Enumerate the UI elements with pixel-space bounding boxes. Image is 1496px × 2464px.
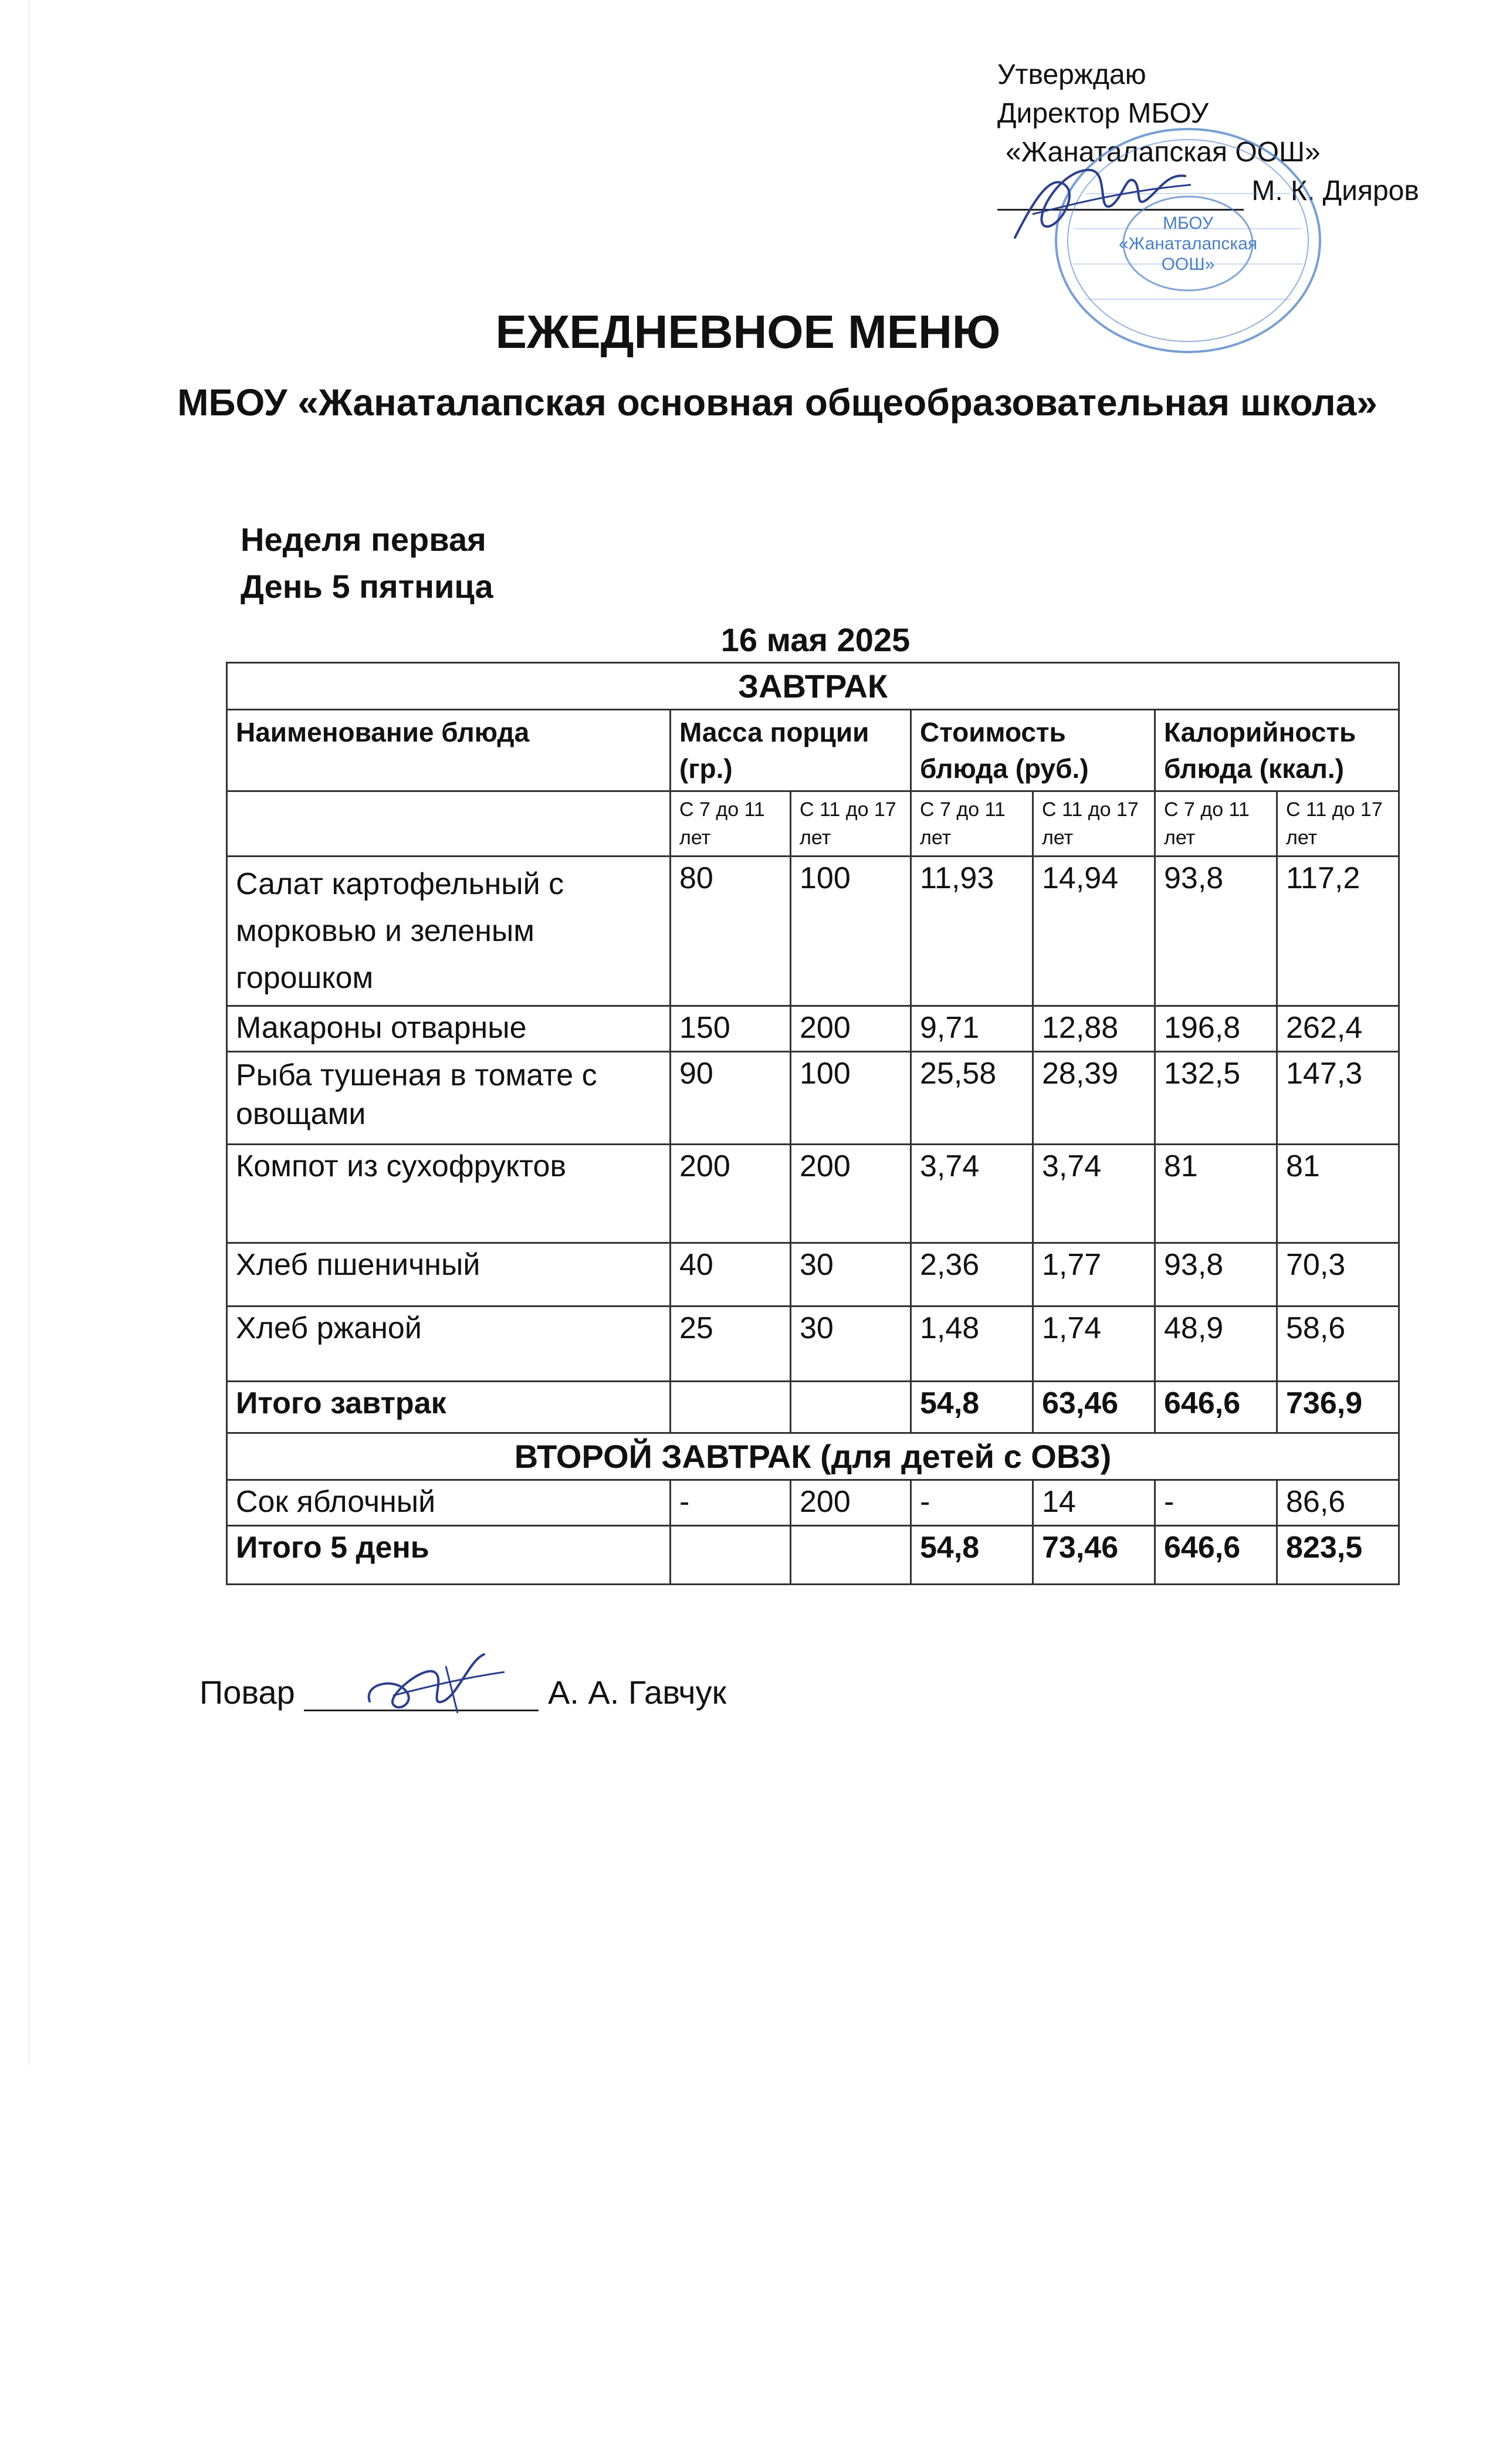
stamp-text-2: «Жанаталапская (1118, 234, 1258, 253)
cost-7-11: 11,93 (911, 857, 1033, 1006)
total-breakfast-row (227, 1382, 1399, 1433)
section-title-breakfast: ЗАВТРАК (227, 663, 1399, 710)
director-signature (1009, 150, 1197, 249)
header-name: Наименование блюда (227, 710, 671, 791)
table-row (227, 1307, 1399, 1382)
dish-name: Хлеб пшеничный (227, 1243, 671, 1307)
table-row (227, 1052, 1399, 1145)
day-cal-7-11: 646,6 (1155, 1526, 1277, 1585)
dish-name: Салат картофельный с морковью и зеленым горошком (227, 857, 671, 1006)
total-day-row (227, 1526, 1399, 1585)
table-row (227, 1145, 1399, 1243)
age-7-11-cal: С 7 до 11 лет (1155, 791, 1277, 857)
section-row-breakfast (227, 663, 1399, 710)
cost-11-17: 14,94 (1033, 857, 1155, 1006)
mass-11-17: 200 (791, 1006, 911, 1052)
section-row-second-breakfast (227, 1433, 1399, 1480)
cook-signature (358, 1643, 510, 1725)
cost-11-17: 1,77 (1033, 1243, 1155, 1307)
approval-heading: Утверждаю (997, 59, 1146, 90)
mass-7-11: 150 (671, 1006, 791, 1052)
total-cal-7-11: 646,6 (1155, 1382, 1277, 1433)
cost-11-17: 28,39 (1033, 1052, 1155, 1145)
age-11-17-cost: С 11 до 17 лет (1033, 791, 1155, 857)
cost-7-11: 2,36 (911, 1243, 1033, 1307)
table-row (227, 1006, 1399, 1052)
day-mass-7-11 (671, 1526, 791, 1585)
mass-11-17: 100 (791, 1052, 911, 1145)
cal-7-11: 81 (1155, 1145, 1277, 1243)
total-cal-11-17: 736,9 (1277, 1382, 1399, 1433)
week-info (241, 516, 493, 610)
table-row (227, 857, 1399, 1006)
cal-7-11: 132,5 (1155, 1052, 1277, 1145)
cost-7-11: 1,48 (911, 1307, 1033, 1382)
total-day-label: Итого 5 день (227, 1526, 671, 1585)
page-subtitle: МБОУ «Жанаталапская основная общеобразовательная школа» (177, 381, 1377, 424)
mass-11-17: 30 (791, 1243, 911, 1307)
day-cal-11-17: 823,5 (1277, 1526, 1399, 1585)
cost-7-11: 25,58 (911, 1052, 1033, 1145)
day-label: День 5 пятница (241, 568, 493, 605)
age-11-17-cal: С 11 до 17 лет (1277, 791, 1399, 857)
cost-7-11: 3,74 (911, 1145, 1033, 1243)
approval-signer: М. К. Дияров (1251, 175, 1419, 207)
cost-7-11: 9,71 (911, 1006, 1033, 1052)
dish-name: Хлеб ржаной (227, 1307, 671, 1382)
dish-name: Сок яблочный (227, 1480, 671, 1526)
stamp-text-1: МБОУ (1162, 214, 1214, 233)
cal-11-17: 262,4 (1277, 1006, 1399, 1052)
approval-position: Директор МБОУ (997, 98, 1209, 129)
cal-11-17: 117,2 (1277, 857, 1399, 1006)
cal-7-11: 48,9 (1155, 1307, 1277, 1382)
cal-11-17: 70,3 (1277, 1243, 1399, 1307)
cal-11-17: 81 (1277, 1145, 1399, 1243)
cal-7-11: - (1155, 1480, 1277, 1526)
total-cost-11-17: 63,46 (1033, 1382, 1155, 1433)
day-cost-11-17: 73,46 (1033, 1526, 1155, 1585)
mass-7-11: - (671, 1480, 791, 1526)
mass-7-11: 80 (671, 857, 791, 1006)
dish-name: Рыба тушеная в томате с овощами (227, 1052, 671, 1145)
day-mass-11-17 (791, 1526, 911, 1585)
total-breakfast-label: Итого завтрак (227, 1382, 671, 1433)
mass-11-17: 100 (791, 857, 911, 1006)
mass-7-11: 200 (671, 1145, 791, 1243)
week-label: Неделя первая (241, 521, 486, 558)
total-cost-7-11: 54,8 (911, 1382, 1033, 1433)
stamp-text-3: ООШ» (1161, 255, 1215, 274)
mass-11-17: 200 (791, 1480, 911, 1526)
cost-11-17: 3,74 (1033, 1145, 1155, 1243)
menu-table (226, 662, 1400, 1585)
cook-name: А. А. Гавчук (547, 1674, 727, 1711)
day-cost-7-11: 54,8 (911, 1526, 1033, 1585)
dish-name: Компот из сухофруктов (227, 1145, 671, 1243)
header-calories: Калорийность блюда (ккал.) (1155, 710, 1399, 791)
mass-7-11: 90 (671, 1052, 791, 1145)
cal-11-17: 58,6 (1277, 1307, 1399, 1382)
mass-7-11: 40 (671, 1243, 791, 1307)
header-mass: Масса порции (гр.) (671, 710, 911, 791)
mass-7-11: 25 (671, 1307, 791, 1382)
cook-label: Повар (199, 1674, 295, 1711)
cost-11-17: 14 (1033, 1480, 1155, 1526)
cost-11-17: 1,74 (1033, 1307, 1155, 1382)
age-header-empty (227, 791, 671, 857)
cal-11-17: 147,3 (1277, 1052, 1399, 1145)
menu-date: 16 мая 2025 (720, 621, 911, 658)
table-row (227, 1243, 1399, 1307)
cal-7-11: 196,8 (1155, 1006, 1277, 1052)
age-7-11-mass: С 7 до 11 лет (671, 791, 791, 857)
age-7-11-cost: С 7 до 11 лет (911, 791, 1033, 857)
section-title-second-breakfast: ВТОРОЙ ЗАВТРАК (для детей с ОВЗ) (227, 1433, 1399, 1480)
cal-7-11: 93,8 (1155, 1243, 1277, 1307)
dish-name: Макароны отварные (227, 1006, 671, 1052)
header-row (227, 710, 1399, 791)
cal-7-11: 93,8 (1155, 857, 1277, 1006)
total-mass-7-11 (671, 1382, 791, 1433)
table-row (227, 1480, 1399, 1526)
age-11-17-mass: С 11 до 17 лет (791, 791, 911, 857)
age-header-row (227, 791, 1399, 857)
header-cost: Стоимость блюда (руб.) (911, 710, 1155, 791)
page-title: ЕЖЕДНЕВНОЕ МЕНЮ (495, 306, 1001, 358)
cal-11-17: 86,6 (1277, 1480, 1399, 1526)
approval-organization: «Жанаталапская ООШ» (1006, 137, 1321, 168)
mass-11-17: 30 (791, 1307, 911, 1382)
mass-11-17: 200 (791, 1145, 911, 1243)
cost-7-11: - (911, 1480, 1033, 1526)
total-mass-11-17 (791, 1382, 911, 1433)
cost-11-17: 12,88 (1033, 1006, 1155, 1052)
